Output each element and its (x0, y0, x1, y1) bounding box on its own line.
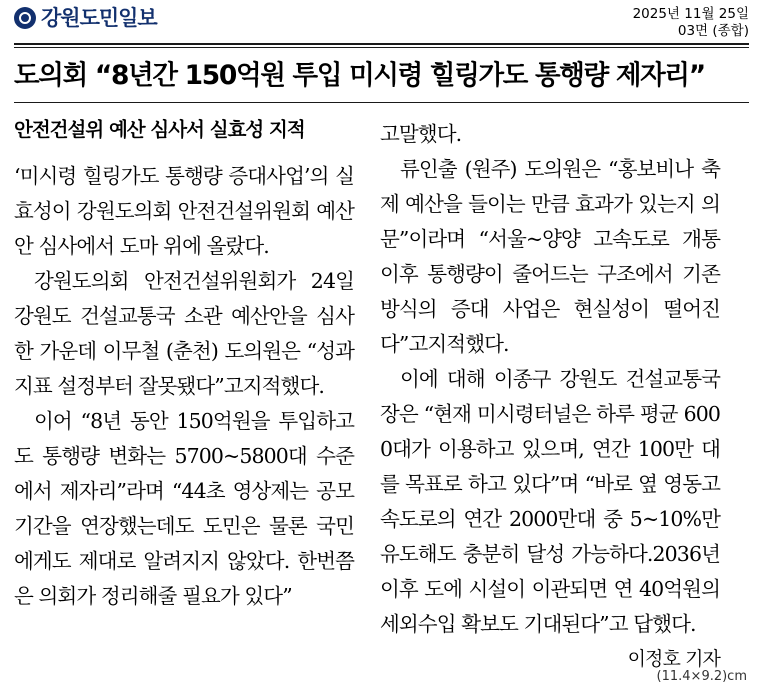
paragraph: ‘미시령 힐링가도 통행량 증대사업’의 실효성이 강원도의회 안전건설위원회 예산안 심사에서 도마 위에 올랐다. (14, 164, 354, 258)
page-number: 03면 (종합) (677, 23, 749, 39)
issue-date: 2025년 11월 25일 (632, 6, 749, 22)
article-byline: 이정호 기자 (627, 648, 720, 670)
article-subhead: 안전건설위 예산 심사서 실효성 지적 (14, 118, 305, 141)
article-columns (14, 117, 749, 671)
paragraph: 고말했다. (380, 122, 462, 146)
issue-info (633, 6, 749, 40)
masthead-rule-thick (14, 43, 749, 45)
masthead (14, 0, 749, 40)
right-column (380, 117, 720, 671)
headline-rule (14, 102, 749, 103)
article-headline: 도의회 “8년간 150억원 투입 미시령 힐링가도 통행량 제자리” (14, 60, 705, 91)
newspaper-logo[interactable] (14, 6, 157, 30)
circle-emblem-icon (14, 7, 36, 29)
paragraph: 이에 대해 이종구 강원도 건설교통국장은 “현재 미시령터널은 하루 평균 6000대가 이용하고 있으며, 연간 100만 대를 목표로 하고 있다”며 “바로 옆 영동고속도로의 연간 2000만대 중 5~10%만 유도해도 충분히 달성 가능하다.2036년 이후 도에 시설이 이관되면 연 40억원의 세외수입 확보도 기대된다”고 답했다. (380, 367, 720, 636)
masthead-rule-thin (14, 47, 749, 48)
paragraph: 강원도의회 안전건설위원회가 24일 강원도 건설교통국 소관 예산안을 심사한 가운데 이무철 (춘천) 도의원은 “성과지표 설정부터 잘못됐다”고지적했다. (14, 269, 354, 398)
paragraph: 이어 “8년 동안 150억원을 투입하고도 통행량 변화는 5700~5800대 수준에서 제자리”라며 “44초 영상제는 공모 기간을 연장했는데도 도민은 물론 국민에게도 제대로 알려지지 않았다. 한번쯤은 의회가 정리해줄 필요가 있다” (14, 409, 354, 608)
left-column (14, 117, 354, 671)
paragraph: 류인출 (원주) 도의원은 “홍보비나 축제 예산을 들이는 만큼 효과가 있는지 의문”이라며 “서울~양양 고속도로 개통 이후 통행량이 줄어드는 구조에서 기존 방식의 증대 사업은 현실성이 떨어진다”고지적했다. (380, 157, 720, 356)
clipping-dimensions: (11.4×9.2)cm (656, 669, 747, 684)
newspaper-name: 강원도민일보 (41, 6, 157, 30)
